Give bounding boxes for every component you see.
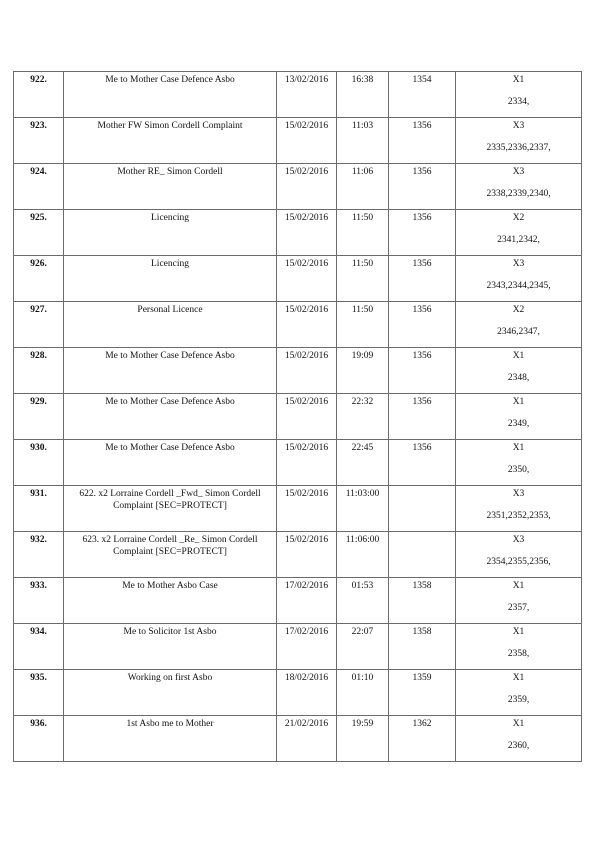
entry-number: 926.	[30, 259, 47, 269]
entry-page-cell	[389, 302, 456, 348]
entry-ids: 2358,	[507, 649, 530, 659]
entry-number-cell	[14, 670, 64, 716]
entry-page	[389, 486, 455, 488]
entry-reference-cell	[456, 578, 582, 624]
entry-count: X1	[512, 673, 525, 683]
entry-reference-cell	[456, 210, 582, 256]
entry-title: Me to Mother Case Defence Asbo	[105, 75, 235, 85]
entry-ids: 2338,2339,2340,	[486, 189, 551, 199]
entry-time: 22:32	[351, 397, 374, 407]
evidence-log-table	[13, 71, 582, 762]
entry-title-cell	[64, 532, 277, 578]
entry-ids: 2359,	[507, 695, 530, 705]
entry-title-cell	[64, 716, 277, 762]
entry-time-cell	[337, 118, 389, 164]
entry-page: 1356	[412, 121, 432, 131]
entry-time-cell	[337, 624, 389, 670]
table-row	[14, 256, 582, 302]
entry-page: 1358	[412, 627, 432, 637]
entry-title-cell	[64, 164, 277, 210]
entry-date-cell	[277, 348, 337, 394]
entry-number: 935.	[30, 673, 47, 683]
entry-page: 1356	[412, 351, 432, 361]
entry-page-cell	[389, 164, 456, 210]
entry-title-cell	[64, 72, 277, 118]
entry-page-cell	[389, 256, 456, 302]
entry-count: X3	[512, 259, 525, 269]
entry-reference-cell	[456, 532, 582, 578]
entry-page: 1356	[412, 259, 432, 269]
entry-number-cell	[14, 532, 64, 578]
entry-reference-cell	[456, 256, 582, 302]
entry-time-cell	[337, 256, 389, 302]
entry-reference-cell	[456, 72, 582, 118]
entry-time: 11:06	[351, 167, 374, 177]
entry-title: Licencing	[151, 213, 189, 223]
entry-time: 11:03:00	[345, 489, 380, 499]
entry-page-cell	[389, 532, 456, 578]
entry-date: 15/02/2016	[284, 535, 329, 545]
entry-number-cell	[14, 578, 64, 624]
entry-ids: 2360,	[507, 741, 530, 751]
table-row	[14, 164, 582, 210]
entry-page: 1356	[412, 167, 432, 177]
entry-date-cell	[277, 164, 337, 210]
entry-number-cell	[14, 716, 64, 762]
entry-title-cell	[64, 348, 277, 394]
entry-time: 11:50	[351, 213, 374, 223]
entry-date-cell	[277, 256, 337, 302]
entry-page: 1356	[412, 443, 432, 453]
entry-number-cell	[14, 348, 64, 394]
entry-title: Mother FW Simon Cordell Complaint	[97, 121, 243, 131]
entry-title: Licencing	[151, 259, 189, 269]
entry-number-cell	[14, 394, 64, 440]
entry-page-cell	[389, 210, 456, 256]
entry-time: 01:53	[351, 581, 374, 591]
entry-count: X1	[512, 397, 525, 407]
entry-ids: 2343,2344,2345,	[486, 281, 551, 291]
entry-date-cell	[277, 716, 337, 762]
entry-ids: 2349,	[507, 419, 530, 429]
entry-time-cell	[337, 394, 389, 440]
entry-reference-cell	[456, 624, 582, 670]
table-row	[14, 624, 582, 670]
entry-reference-cell	[456, 164, 582, 210]
entry-date: 13/02/2016	[284, 75, 329, 85]
entry-page-cell	[389, 716, 456, 762]
entry-date: 17/02/2016	[284, 627, 329, 637]
entry-number-cell	[14, 486, 64, 532]
entry-ids: 2341,2342,	[497, 235, 540, 245]
table-row	[14, 440, 582, 486]
entry-time-cell	[337, 532, 389, 578]
entry-ids: 2350,	[507, 465, 530, 475]
entry-date-cell	[277, 394, 337, 440]
entry-reference-cell	[456, 486, 582, 532]
entry-title: Working on first Asbo	[127, 673, 213, 683]
entry-reference-cell	[456, 440, 582, 486]
entry-time-cell	[337, 670, 389, 716]
entry-time-cell	[337, 348, 389, 394]
table-row	[14, 532, 582, 578]
entry-ids: 2346,2347,	[497, 327, 540, 337]
entry-page: 1356	[412, 305, 432, 315]
entry-date-cell	[277, 578, 337, 624]
entry-title: Personal Licence	[137, 305, 203, 315]
entry-number: 931.	[30, 489, 47, 499]
entry-date: 15/02/2016	[284, 213, 329, 223]
entry-count: X3	[512, 121, 525, 131]
entry-count: X2	[512, 305, 525, 315]
entry-date: 21/02/2016	[284, 719, 329, 729]
entry-page-cell	[389, 118, 456, 164]
entry-time-cell	[337, 164, 389, 210]
table-row	[14, 716, 582, 762]
entry-title-cell	[64, 210, 277, 256]
entry-date-cell	[277, 302, 337, 348]
entry-time: 11:06:00	[345, 535, 380, 545]
entry-date: 15/02/2016	[284, 167, 329, 177]
entry-time: 22:07	[351, 627, 374, 637]
entry-page-cell	[389, 670, 456, 716]
table-row	[14, 210, 582, 256]
table-row	[14, 348, 582, 394]
entry-page-cell	[389, 394, 456, 440]
entry-number: 928.	[30, 351, 47, 361]
entry-count: X1	[512, 627, 525, 637]
entry-count: X1	[512, 351, 525, 361]
entry-date-cell	[277, 486, 337, 532]
entry-number: 934.	[30, 627, 47, 637]
entry-time-cell	[337, 578, 389, 624]
entry-time: 19:59	[351, 719, 374, 729]
entry-number: 929.	[30, 397, 47, 407]
entry-time: 16:38	[351, 75, 374, 85]
entry-title-cell	[64, 670, 277, 716]
entry-page: 1356	[412, 213, 432, 223]
entry-reference-cell	[456, 348, 582, 394]
entry-date-cell	[277, 440, 337, 486]
entry-title-cell	[64, 578, 277, 624]
entry-reference-cell	[456, 670, 582, 716]
entry-number: 932.	[30, 535, 47, 545]
entry-page: 1356	[412, 397, 432, 407]
table-row	[14, 72, 582, 118]
entry-page-cell	[389, 624, 456, 670]
entry-date: 18/02/2016	[284, 673, 329, 683]
entry-title: Me to Mother Case Defence Asbo	[105, 397, 235, 407]
entry-ids: 2335,2336,2337,	[486, 143, 551, 153]
entry-reference-cell	[456, 302, 582, 348]
entry-title: Me to Mother Case Defence Asbo	[105, 443, 235, 453]
entry-number: 924.	[30, 167, 47, 177]
entry-date: 15/02/2016	[284, 121, 329, 131]
entry-ids: 2334,	[507, 97, 530, 107]
entry-title: 623. x2 Lorraine Cordell _Re_ Simon Cordell Complaint [SEC=PROTECT]	[82, 535, 258, 557]
entry-page	[389, 532, 455, 534]
entry-number-cell	[14, 256, 64, 302]
entry-date: 15/02/2016	[284, 489, 329, 499]
entry-number: 922.	[30, 75, 47, 85]
entry-title: Me to Solicitor 1st Asbo	[123, 627, 217, 637]
entry-time: 11:03	[351, 121, 374, 131]
entry-title: Me to Mother Asbo Case	[122, 581, 218, 591]
entry-date-cell	[277, 532, 337, 578]
entry-date: 15/02/2016	[284, 443, 329, 453]
entry-reference-cell	[456, 118, 582, 164]
entry-reference-cell	[456, 394, 582, 440]
entry-date-cell	[277, 670, 337, 716]
entry-date-cell	[277, 210, 337, 256]
entry-date: 17/02/2016	[284, 581, 329, 591]
entry-date: 15/02/2016	[284, 305, 329, 315]
entry-page: 1354	[412, 75, 432, 85]
entry-time-cell	[337, 486, 389, 532]
entry-time-cell	[337, 302, 389, 348]
table-row	[14, 394, 582, 440]
entry-number: 933.	[30, 581, 47, 591]
entry-number-cell	[14, 302, 64, 348]
entry-number: 930.	[30, 443, 47, 453]
entry-number: 925.	[30, 213, 47, 223]
entry-title-cell	[64, 256, 277, 302]
entry-number: 923.	[30, 121, 47, 131]
entry-date: 15/02/2016	[284, 397, 329, 407]
entry-ids: 2357,	[507, 603, 530, 613]
entry-time-cell	[337, 72, 389, 118]
entry-time: 19:09	[351, 351, 374, 361]
entry-title-cell	[64, 440, 277, 486]
entry-count: X2	[512, 213, 525, 223]
entry-date: 15/02/2016	[284, 259, 329, 269]
entry-page-cell	[389, 578, 456, 624]
entry-time: 01:10	[351, 673, 374, 683]
entry-title: Me to Mother Case Defence Asbo	[105, 351, 235, 361]
entry-page-cell	[389, 440, 456, 486]
entry-time-cell	[337, 440, 389, 486]
table-row	[14, 578, 582, 624]
entry-title-cell	[64, 394, 277, 440]
entry-title: Mother RE_ Simon Cordell	[117, 167, 223, 177]
entry-count: X3	[512, 535, 525, 545]
entry-page-cell	[389, 486, 456, 532]
entry-number-cell	[14, 440, 64, 486]
entry-ids: 2354,2355,2356,	[486, 557, 551, 567]
table-row	[14, 302, 582, 348]
entry-page: 1362	[412, 719, 432, 729]
entry-time: 11:50	[351, 259, 374, 269]
entry-title-cell	[64, 302, 277, 348]
entry-title-cell	[64, 486, 277, 532]
entry-count: X1	[512, 719, 525, 729]
entry-count: X3	[512, 489, 525, 499]
entry-number-cell	[14, 164, 64, 210]
entry-count: X1	[512, 581, 525, 591]
entry-page: 1358	[412, 581, 432, 591]
table-row	[14, 486, 582, 532]
entry-time: 11:50	[351, 305, 374, 315]
entry-title-cell	[64, 118, 277, 164]
entry-number-cell	[14, 624, 64, 670]
entry-number-cell	[14, 118, 64, 164]
entry-number-cell	[14, 210, 64, 256]
entry-number: 936.	[30, 719, 47, 729]
entry-date-cell	[277, 72, 337, 118]
entry-reference-cell	[456, 716, 582, 762]
entry-time-cell	[337, 716, 389, 762]
evidence-log-body	[14, 72, 582, 762]
entry-ids: 2348,	[507, 373, 530, 383]
entry-title: 1st Asbo me to Mother	[126, 719, 214, 729]
entry-date: 15/02/2016	[284, 351, 329, 361]
entry-title-cell	[64, 624, 277, 670]
entry-page-cell	[389, 348, 456, 394]
entry-count: X1	[512, 75, 525, 85]
entry-time: 22:45	[351, 443, 374, 453]
entry-date-cell	[277, 118, 337, 164]
entry-date-cell	[277, 624, 337, 670]
entry-time-cell	[337, 210, 389, 256]
entry-page-cell	[389, 72, 456, 118]
entry-number: 927.	[30, 305, 47, 315]
entry-number-cell	[14, 72, 64, 118]
entry-page: 1359	[412, 673, 432, 683]
entry-ids: 2351,2352,2353,	[486, 511, 551, 521]
entry-count: X3	[512, 167, 525, 177]
table-row	[14, 118, 582, 164]
entry-count: X1	[512, 443, 525, 453]
table-row	[14, 670, 582, 716]
entry-title: 622. x2 Lorraine Cordell _Fwd_ Simon Cordell Complaint [SEC=PROTECT]	[79, 489, 261, 511]
